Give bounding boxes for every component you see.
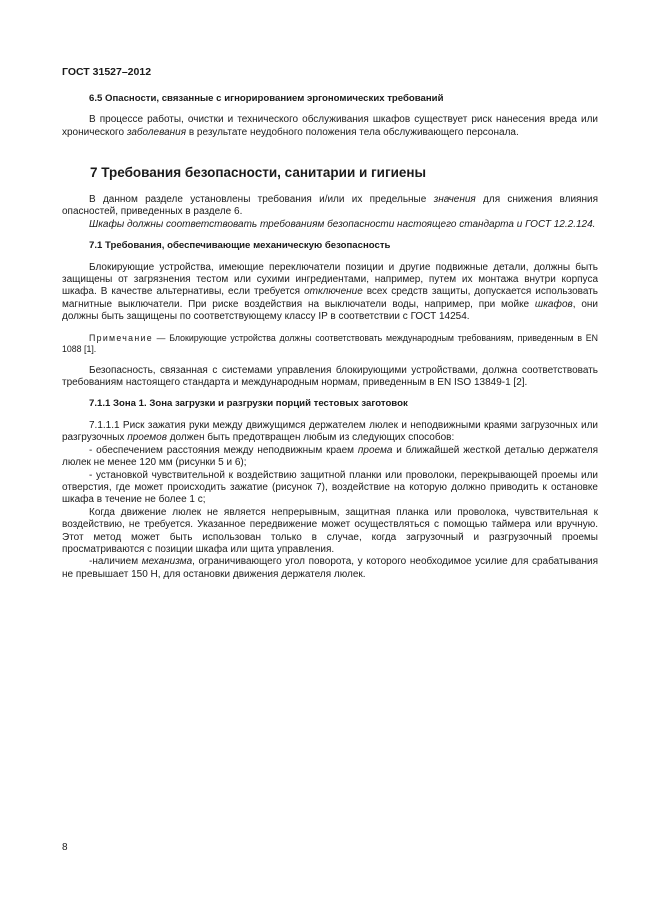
document-id: ГОСТ 31527–2012 xyxy=(62,66,152,78)
section-7-paragraph-1 xyxy=(62,194,598,219)
text-run: -наличием xyxy=(89,556,142,568)
section-7-1-title: 7.1 Требования, обеспечивающие механическую безопасность xyxy=(89,240,391,252)
text-run: должен быть предотвращен любым из следующих способов: xyxy=(166,432,455,444)
text-run-italic: проема xyxy=(357,444,393,456)
section-7-1-paragraph-1 xyxy=(62,262,598,324)
text-run: всех средств защиты, допускается использовать магнитные выключатели. При риске воздействия на выключатели воды, например, при мойке xyxy=(62,286,598,310)
text-run: Блокирующие устройства, имеющие переключатели позиции и другие подвижные детали, должны быть защищены от загрязнения тестом или сухими ингредиентами, например, путем их монтажа внутри корпуса шкафа. В качестве альтернативы, если требуется xyxy=(62,261,598,298)
text-run-italic: отключение xyxy=(304,286,363,298)
text-run: 7.1.1.1 Риск зажатия руки между движущимся держателем люлек и неподвижными краями загрузочных или разгрузочных xyxy=(62,419,598,444)
section-7-1-1-paragraph-1 xyxy=(62,420,598,445)
text-run-italic: Шкафы должны соответствовать требованиям безопасности настоящего стандарта и ГОСТ 12.2.124. xyxy=(89,218,596,230)
text-run-italic: заболевания xyxy=(126,126,187,138)
section-7-paragraph-2 xyxy=(62,219,598,231)
section-7-1-1-paragraph-3: - установкой чувствительной к воздействию защитной планки или проволоки, перекрывающей проемы или отверстия, где может происходить зажатие (рисунок 7), воздействие на которую должно приводить к остановке шкафа в течение не более 1 с; xyxy=(62,469,598,506)
section-6-5-title: 6.5 Опасности, связанные с игнорированием эргономических требований xyxy=(89,93,444,104)
section-6-5-paragraph xyxy=(62,114,598,139)
page-number: 8 xyxy=(62,842,68,853)
section-7-title: 7 Требования безопасности, санитарии и гигиены xyxy=(90,165,427,180)
section-7-1-paragraph-2: Безопасность, связанная с системами управления блокирующими устройствами, должна соответствовать требованиям настоящего стандарта и международным нормам, приведенным в EN ISO 13849-1 [2]. xyxy=(62,364,598,389)
note-text: — Блокирующие устройства должны соответствовать международным требованиям, приведенным в EN 1088 [1]. xyxy=(62,332,598,355)
section-7-1-1-paragraph-2 xyxy=(62,445,598,470)
text-run: В процессе работы, очистки и технического обслуживания шкафов существует риск нанесения вреда или хронического xyxy=(62,114,598,138)
text-run: , они должны быть защищены по соответствующему классу IP в соответствии с ГОСТ 14254. xyxy=(62,298,598,323)
note xyxy=(62,333,598,356)
section-7-1-1-paragraph-5 xyxy=(62,556,598,581)
section-6-5 xyxy=(62,93,598,139)
text-run: - обеспечением расстояния между неподвижным краем xyxy=(89,444,358,456)
text-run-italic: проемов xyxy=(127,432,167,444)
section-7-1-1-paragraph-4: Когда движение люлек не является непрерывным, защитная планка или проволока, чувствительная к воздействию, не требуется. Указанное передвижение может осуществляться с помощью таймера или вручную. Этот метод может быть использован только в случае, когда загрузочный и разгрузочный проемы просматриваются с позиции шкафа или щита управления. xyxy=(62,506,598,555)
text-run: В данном разделе установлены требования и/или их предельные xyxy=(89,194,434,205)
note-label: Примечание xyxy=(89,332,153,343)
text-run: и ближайшей жесткой деталью держателя люлек не менее 120 мм (рисунки 5 и 6); xyxy=(62,444,598,469)
section-7-1-1-title: 7.1.1 Зона 1. Зона загрузки и разгрузки порций тестовых заготовок xyxy=(89,398,408,410)
text-run: , ограничивающего угол поворота, у которого необходимое усилие для срабатывания не превышает 150 Н, для остановки движения держателя люлек. xyxy=(62,556,598,580)
text-run-italic: механизма xyxy=(141,556,193,568)
text-run: для снижения влияния опасностей, приведенных в разделе 6. xyxy=(62,194,598,218)
text-run-italic: значения xyxy=(433,194,476,205)
text-run: в результате неудобного положения тела обслуживающего персонала. xyxy=(186,126,519,138)
text-run-italic: шкафов xyxy=(534,298,573,310)
section-7 xyxy=(62,194,598,581)
